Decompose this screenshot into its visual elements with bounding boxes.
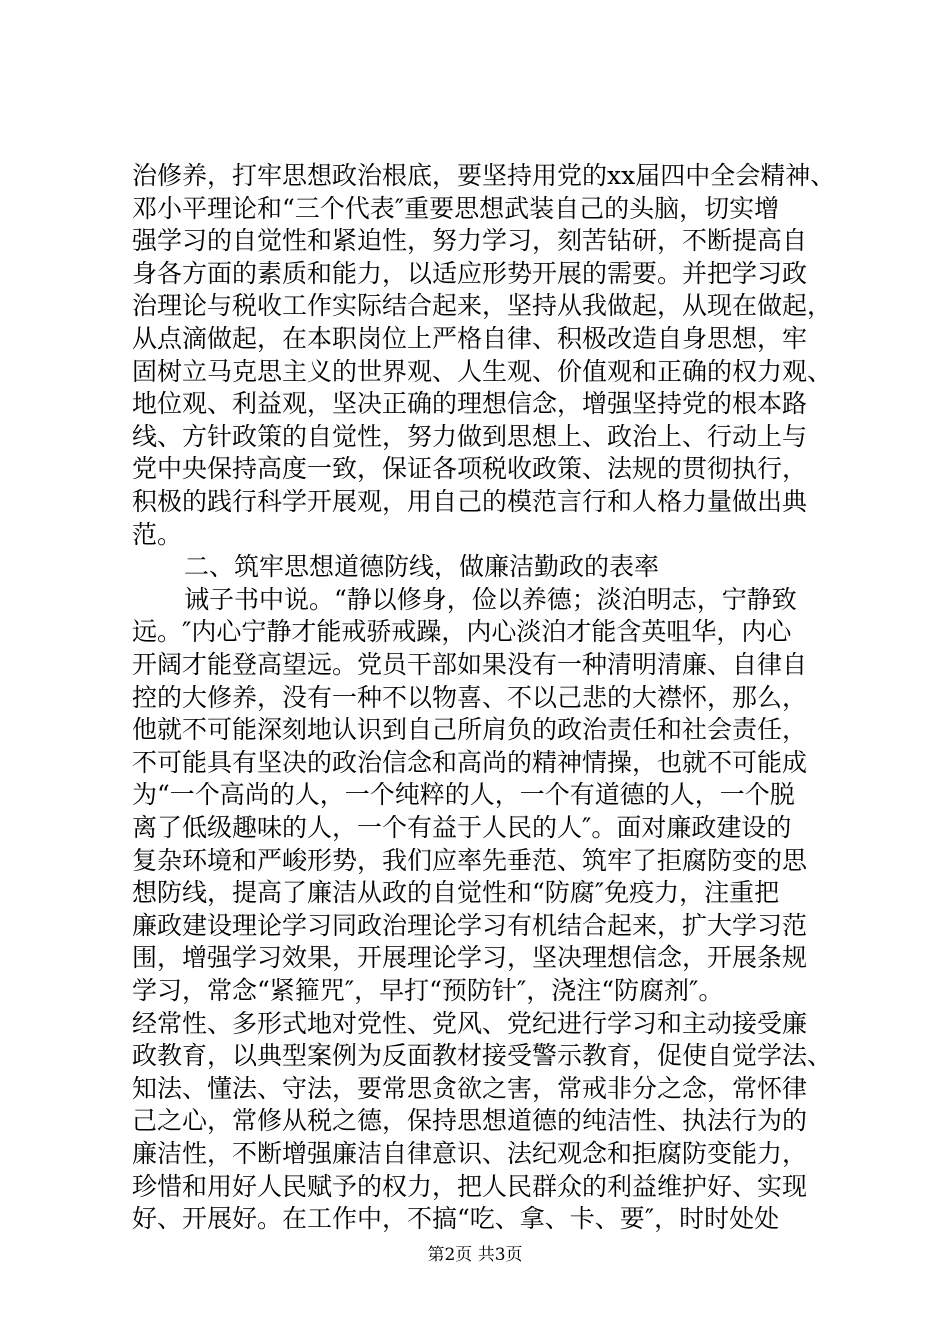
body-line: 积极的践行科学开展观，用自己的模范言行和人格力量做出典 xyxy=(132,487,808,516)
body-line: 远。″内心宁静才能戒骄戒躁，内心淡泊才能含英咀华，内心 xyxy=(132,617,792,647)
body-line: 廉洁性，不断增强廉洁自律意识、法纪观念和拒腐防变能力， xyxy=(132,1139,808,1168)
body-line: 控的大修养，没有一种不以物喜、不以己悲的大襟怀，那么， xyxy=(132,682,808,712)
body-line: 身各方面的素质和能力，以适应形势开展的需要。并把学习政 xyxy=(132,258,808,288)
body-line: 己之心，常修从税之德，保持思想道德的纯洁性、执法行为的 xyxy=(132,1106,808,1136)
body-line: 离了低级趣味的人，一个有益于人民的人″。面对廉政建设的 xyxy=(132,813,792,842)
body-line: 想防线，提高了廉洁从政的自觉性和“防腐″免疫力，注重把 xyxy=(132,878,780,908)
body-line: 围，增强学习效果，开展理论学习，坚决理想信念，开展条规 xyxy=(132,943,808,973)
body-line: 经常性、多形式地对党性、党风、党纪进行学习和主动接受廉 xyxy=(132,1008,808,1038)
body-line: 诫子书中说。“静以修身，俭以养德；淡泊明志，宁静致 xyxy=(184,584,797,614)
body-line: 邓小平理论和“三个代表″重要思想武装自己的头脑，切实增 xyxy=(132,193,780,223)
body-line: 范。 xyxy=(132,519,183,549)
body-line: 珍惜和用好人民赋予的权力，把人民群众的利益维护好、实现 xyxy=(132,1171,808,1201)
body-line: 为“一个高尚的人，一个纯粹的人，一个有道德的人，一个脱 xyxy=(132,780,795,810)
body-line: 开阔才能登高望远。党员干部如果没有一种清明清廉、自律自 xyxy=(132,650,808,679)
body-line: 知法、懂法、守法，要常思贪欲之害，常戒非分之念，常怀律 xyxy=(132,1073,808,1103)
body-line: 党中央保持高度一致，保证各项税收政策、法规的贯彻执行， xyxy=(132,454,808,484)
body-line: 他就不可能深刻地认识到自己所肩负的政治责任和社会责任， xyxy=(132,715,808,745)
body-line: 好、开展好。在工作中，不搞“吃、拿、卡、要″，时时处处 xyxy=(132,1204,780,1234)
body-line: 廉政建设理论学习同政治理论学习有机结合起来，扩大学习范 xyxy=(132,910,808,940)
section-heading: 二、筑牢思想道德防线，做廉洁勤政的表率 xyxy=(184,552,660,582)
body-line: 线、方针政策的自觉性，努力做到思想上、政治上、行动上与 xyxy=(132,421,808,451)
body-line: 政教育，以典型案例为反面教材接受警示教育，促使自觉学法、 xyxy=(132,1041,833,1071)
body-line: 复杂环境和严峻形势，我们应率先垂范、筑牢了拒腐防变的思 xyxy=(132,845,808,875)
body-line: 强学习的自觉性和紧迫性，努力学习，刻苦钻研，不断提高自 xyxy=(132,226,808,256)
body-line: 从点滴做起，在本职岗位上严格自律、积极改造自身思想，牢 xyxy=(132,324,808,353)
body-line: 学习，常念“紧箍咒″，早打“预防针″，浇注“防腐剂″。 xyxy=(132,976,724,1005)
page-number-footer: 第2页 共3页 xyxy=(427,1245,523,1265)
body-line: 不可能具有坚决的政治信念和高尚的精神情操，也就不可能成 xyxy=(132,747,808,777)
body-line: 治理论与税收工作实际结合起来，坚持从我做起，从现在做起， xyxy=(132,291,833,321)
body-line: 固树立马克思主义的世界观、人生观、价值观和正确的权力观、 xyxy=(132,356,833,386)
body-line: 地位观、利益观，坚决正确的理想信念，增强坚持党的根本路 xyxy=(132,389,808,419)
body-line: 治修养，打牢思想政治根底，要坚持用党的xx届四中全会精神、 xyxy=(132,161,836,190)
